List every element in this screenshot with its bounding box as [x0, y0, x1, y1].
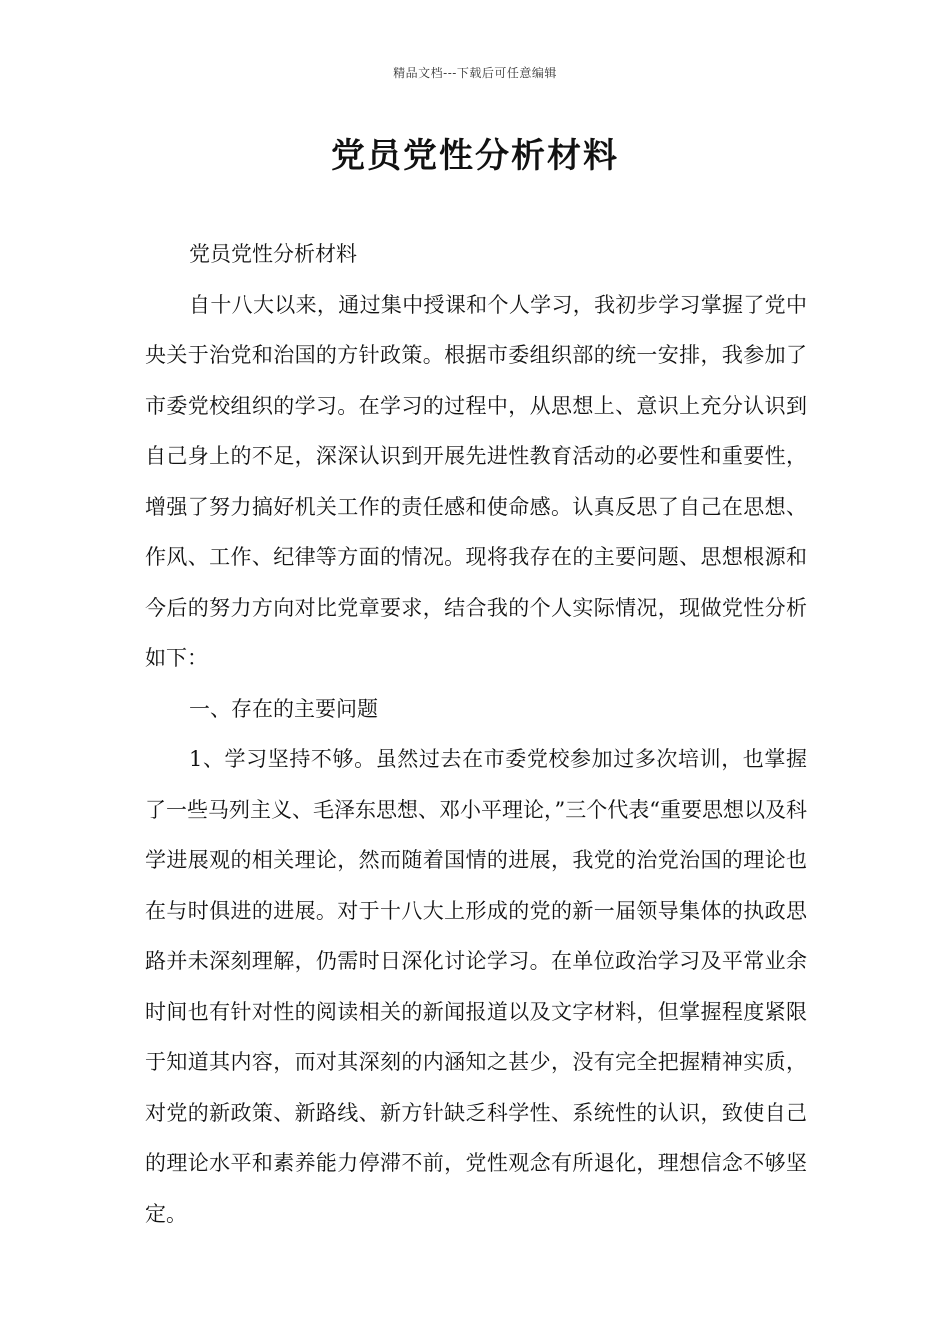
document-body — [145, 229, 807, 1239]
section-heading: 一、存在的主要问题 — [189, 696, 378, 721]
subtitle-paragraph: 党员党性分析材料 — [189, 242, 357, 266]
problem-paragraph-1: 1、学习坚持不够。虽然过去在市委党校参加过多次培训，也掌握了一些马列主义、毛泽东思想、邓小平理论，”三个代表“重要思想以及科学进展观的相关理论，然而随着国情的进展，我党的治党治国的理论也在与时俱进的进展。对于十八大上形成的党的新一届领导集体的执政思路并未深刻理解，仍需时日深化讨论学习。在单位政治学习及平常业余时间也有针对性的阅读相关的新闻报道以及文字材料，但掌握程度紧限于知道其内容，而对其深刻的内涵知之甚少，没有完全把握精神实质，对党的新政策、新路线、新方针缺乏科学性、系统性的认识，致使自己的理论水平和素养能力停滞不前，党性观念有所退化，理想信念不够坚定。 — [145, 747, 807, 1226]
document-title: 党员党性分析材料 — [331, 136, 619, 176]
intro-paragraph: 自十八大以来，通过集中授课和个人学习，我初步学习掌握了党中央关于治党和治国的方针政策。根据市委组织部的统一安排，我参加了市委党校组织的学习。在学习的过程中，从思想上、意识上充分认识到自己身上的不足，深深认识到开展先进性教育活动的必要性和重要性，增强了努力搞好机关工作的责任感和使命感。认真反思了自己在思想、作风、工作、纪律等方面的情况。现将我存在的主要问题、思想根源和今后的努力方向对比党章要求，结合我的个人实际情况，现做党性分析如下： — [145, 292, 807, 670]
page-header: 精品文档---下载后可任意编辑 — [393, 66, 557, 80]
